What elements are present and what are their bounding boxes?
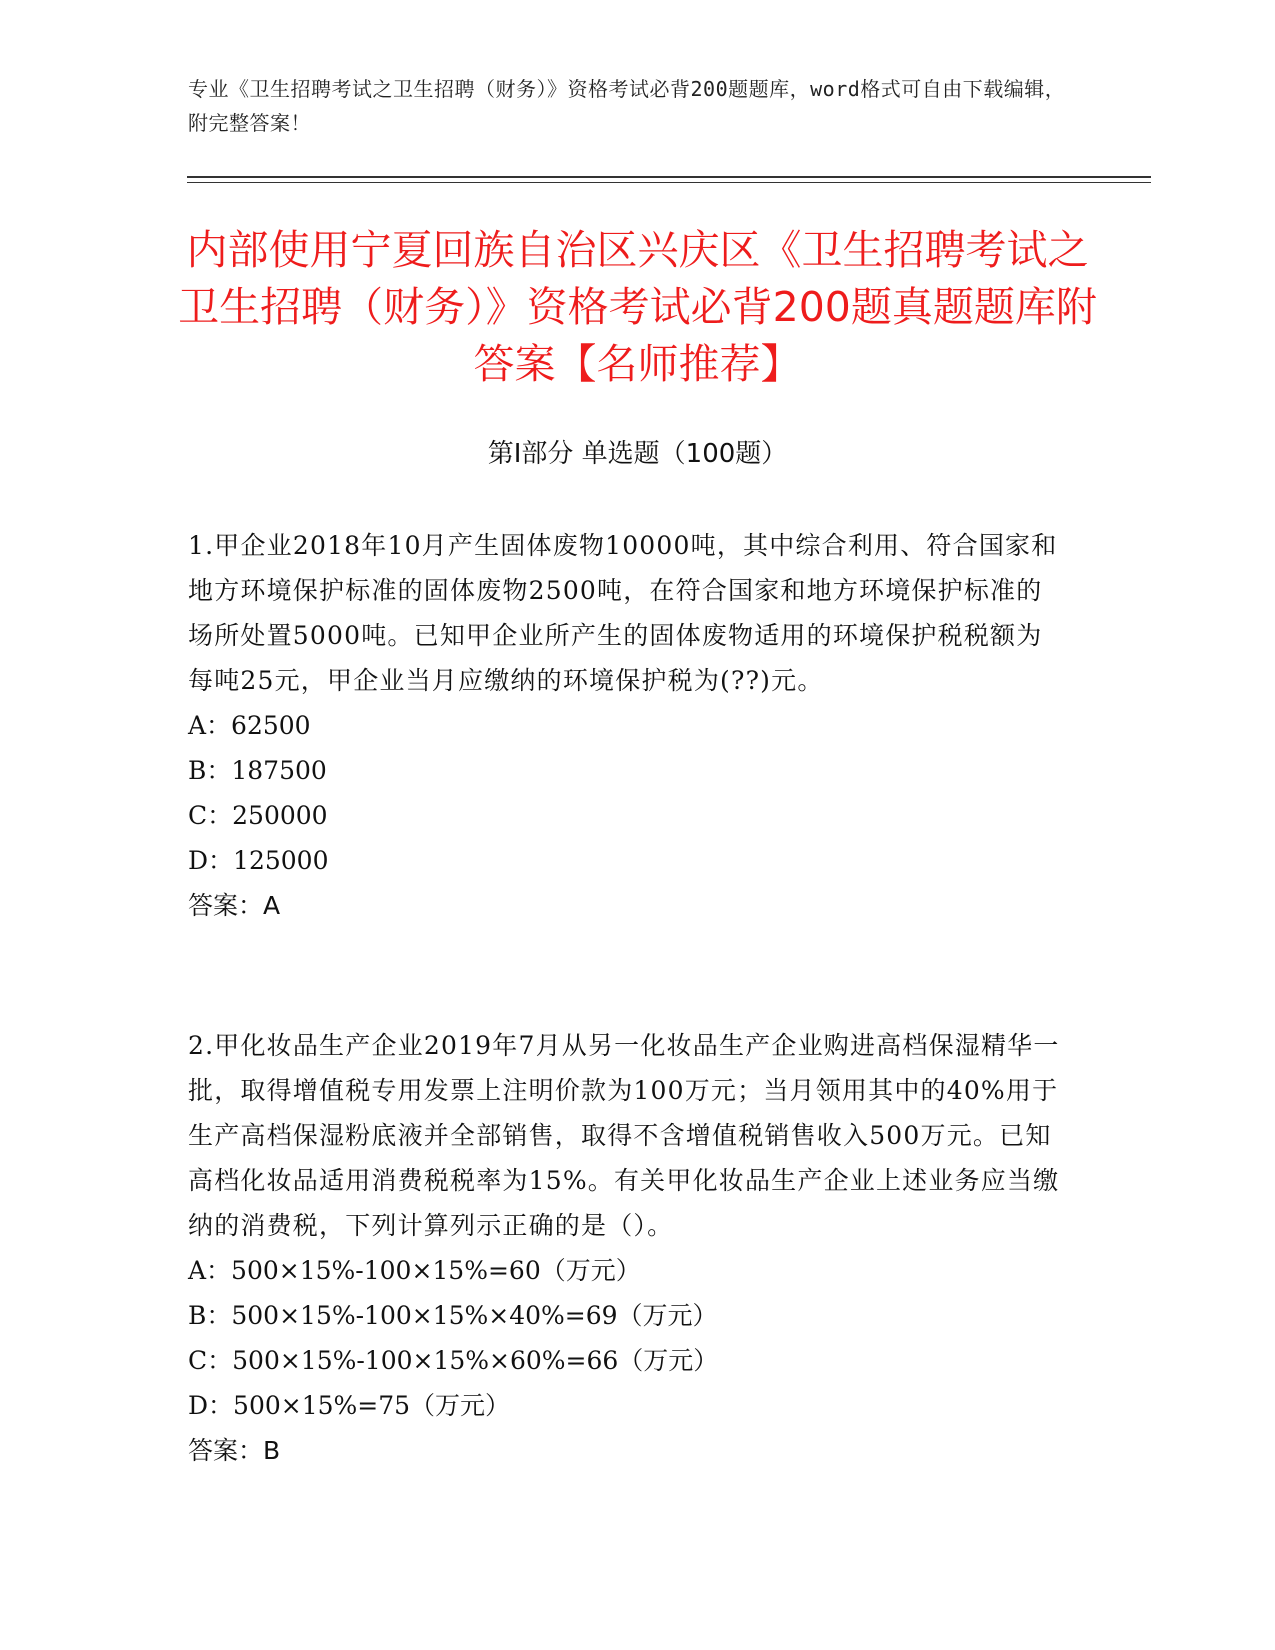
header-note: 专业《卫生招聘考试之卫生招聘（财务）》资格考试必背200题题库，word格式可自由下载编辑，附完整答案！ [188, 77, 1066, 135]
question-option-c: C：250000 [188, 801, 328, 830]
question-stem: 2.甲化妆品生产企业2019年7月从另一化妆品生产企业购进高档保湿精华一批，取得增值税专用发票上注明价款为100万元；当月领用其中的40%用于生产高档保湿粉底液并全部销售，取得不含增值税销售收入500万元。已知高档化妆品适用消费税税率为15%。有关甲化妆品生产企业上述业务应当缴纳的消费税，下列计算列示正确的是（）。 [188, 1031, 1060, 1240]
document-title: 内部使用宁夏回族自治区兴庆区《卫生招聘考试之卫生招聘（财务）》资格考试必背200题真题题库附答案【名师推荐】 [178, 226, 1097, 388]
question-block [188, 523, 1068, 928]
question-option-b: B：500×15%-100×15%×40%=69（万元） [188, 1301, 718, 1330]
question-stem: 1.甲企业2018年10月产生固体废物10000吨，其中综合利用、符合国家和地方环境保护标准的固体废物2500吨，在符合国家和地方环境保护标准的场所处置5000吨。已知甲企业所产生的固体废物适用的环境保护税税额为每吨25元，甲企业当月应缴纳的环境保护税为(??)元。 [188, 531, 1058, 695]
question-answer: 答案：B [188, 1436, 281, 1465]
header-divider-thin [187, 182, 1151, 183]
question-option-a: A：62500 [188, 711, 311, 740]
question-block [188, 1023, 1068, 1473]
question-answer: 答案：A [188, 891, 281, 920]
question-option-d: D：125000 [188, 846, 329, 875]
question-option-d: D：500×15%=75（万元） [188, 1391, 511, 1420]
question-option-b: B：187500 [188, 756, 327, 785]
question-option-c: C：500×15%-100×15%×60%=66（万元） [188, 1346, 719, 1375]
header-divider-thick [187, 176, 1151, 178]
question-option-a: A：500×15%-100×15%=60（万元） [188, 1256, 641, 1285]
section-title: 第Ⅰ部分 单选题（100题） [487, 439, 788, 469]
